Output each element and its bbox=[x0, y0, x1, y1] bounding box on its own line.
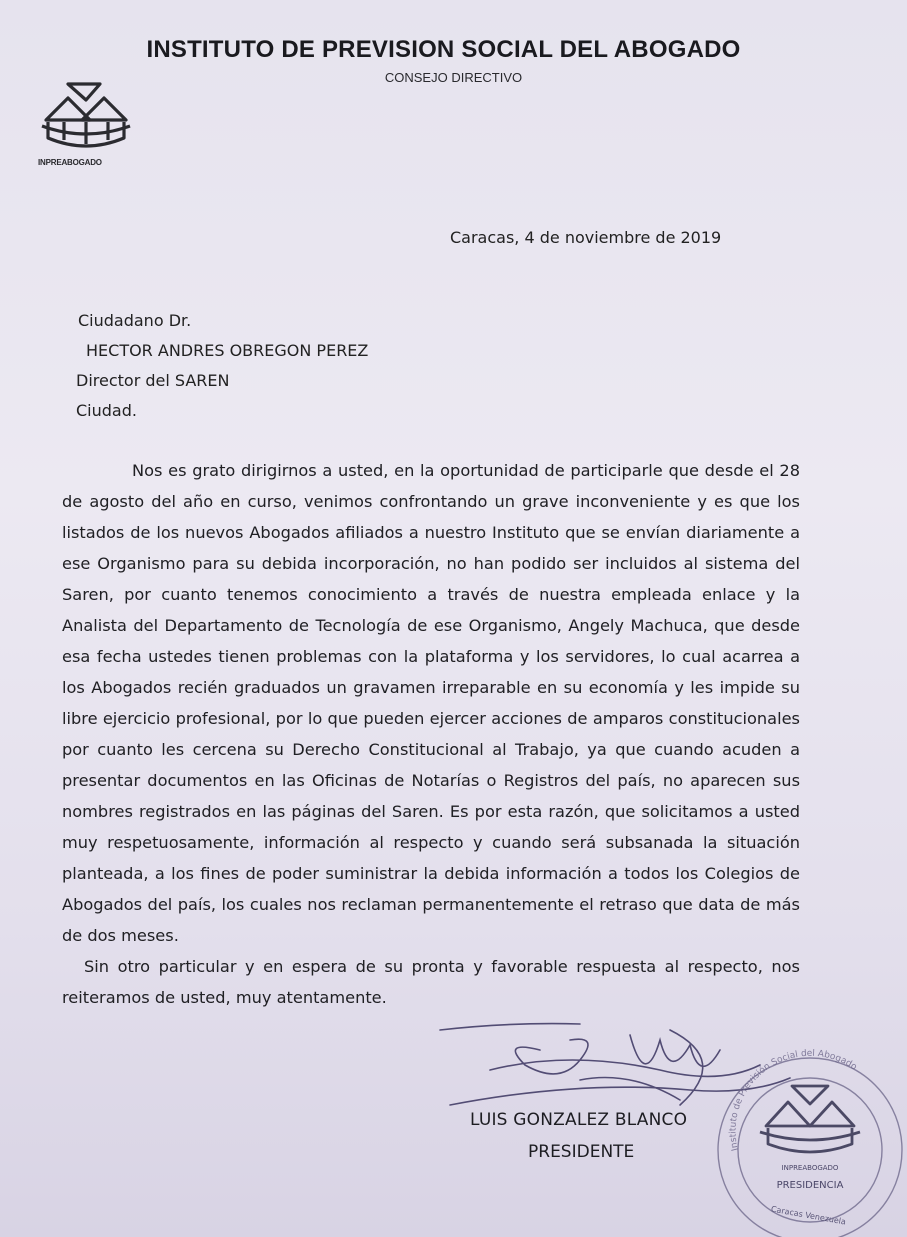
institute-title: INSTITUTO DE PREVISION SOCIAL DEL ABOGADO bbox=[146, 36, 741, 63]
letter-body bbox=[62, 455, 800, 1013]
letter-date: Caracas, 4 de noviembre de 2019 bbox=[450, 228, 722, 247]
inpreabogado-logo-icon bbox=[38, 78, 134, 154]
signatory-title: PRESIDENTE bbox=[528, 1142, 635, 1162]
recipient-salutation: Ciudadano Dr. bbox=[78, 311, 192, 330]
official-stamp bbox=[708, 1040, 907, 1237]
body-paragraph-1: Nos es grato dirigirnos a usted, en la oportunidad de participarle que desde el 28 de agosto del año en curso, venimos confrontando un grave inconveniente y es que los listados de los nuevos Abogados afiliados a nuestro Instituto que se envían diariamente a ese Organismo para su debida incorporación, no han podido ser incluidos al sistema del Saren, por cuanto tenemos conocimiento a través de nuestra empleada enlace y la Analista del Departamento de Tecnología de ese Organismo, Angely Machuca, que desde esa fecha ustedes tienen problemas con la plataforma y los servidores, lo cual acarrea a los Abogados recién graduados un gravamen irreparable en su economía y les impide su libre ejercicio profesional, por lo que pueden ejercer acciones de amparos constitucionales por cuanto les cercena su Derecho Constitucional al Trabajo, ya que cuando acuden a presentar documentos en las Oficinas de Notarías o Registros del país, no aparecen sus nombres registrados en las páginas del Saren. Es por esta razón, que solicitamos a usted muy respetuosamente, información al respecto y cuando será subsanada la situación planteada, a los fines de poder suministrar la debida información a todos los Colegios de Abogados del país, los cuales nos reclaman permanentemente el retraso que data de más de dos meses. bbox=[62, 461, 800, 945]
recipient-name: HECTOR ANDRES OBREGON PEREZ bbox=[86, 341, 369, 360]
stamp-ring-text: Instituto de Previsión Social del Abogado bbox=[728, 1048, 859, 1152]
recipient-city: Ciudad. bbox=[76, 401, 137, 420]
recipient-position: Director del SAREN bbox=[76, 371, 230, 390]
stamp-label-city: Caracas Venezuela bbox=[770, 1204, 847, 1227]
stamp-label-top: INPREABOGADO bbox=[781, 1164, 839, 1172]
recipient-block bbox=[76, 306, 368, 426]
body-paragraph-2: Sin otro particular y en espera de su pronta y favorable respuesta al respecto, nos reiteramos de usted, muy atentamente. bbox=[62, 957, 800, 1007]
council-subtitle: CONSEJO DIRECTIVO bbox=[384, 70, 523, 85]
stamp-label-office: PRESIDENCIA bbox=[776, 1180, 844, 1191]
signatory-name: LUIS GONZALEZ BLANCO bbox=[470, 1110, 688, 1130]
logo-caption: INPREABOGADO bbox=[38, 158, 102, 167]
